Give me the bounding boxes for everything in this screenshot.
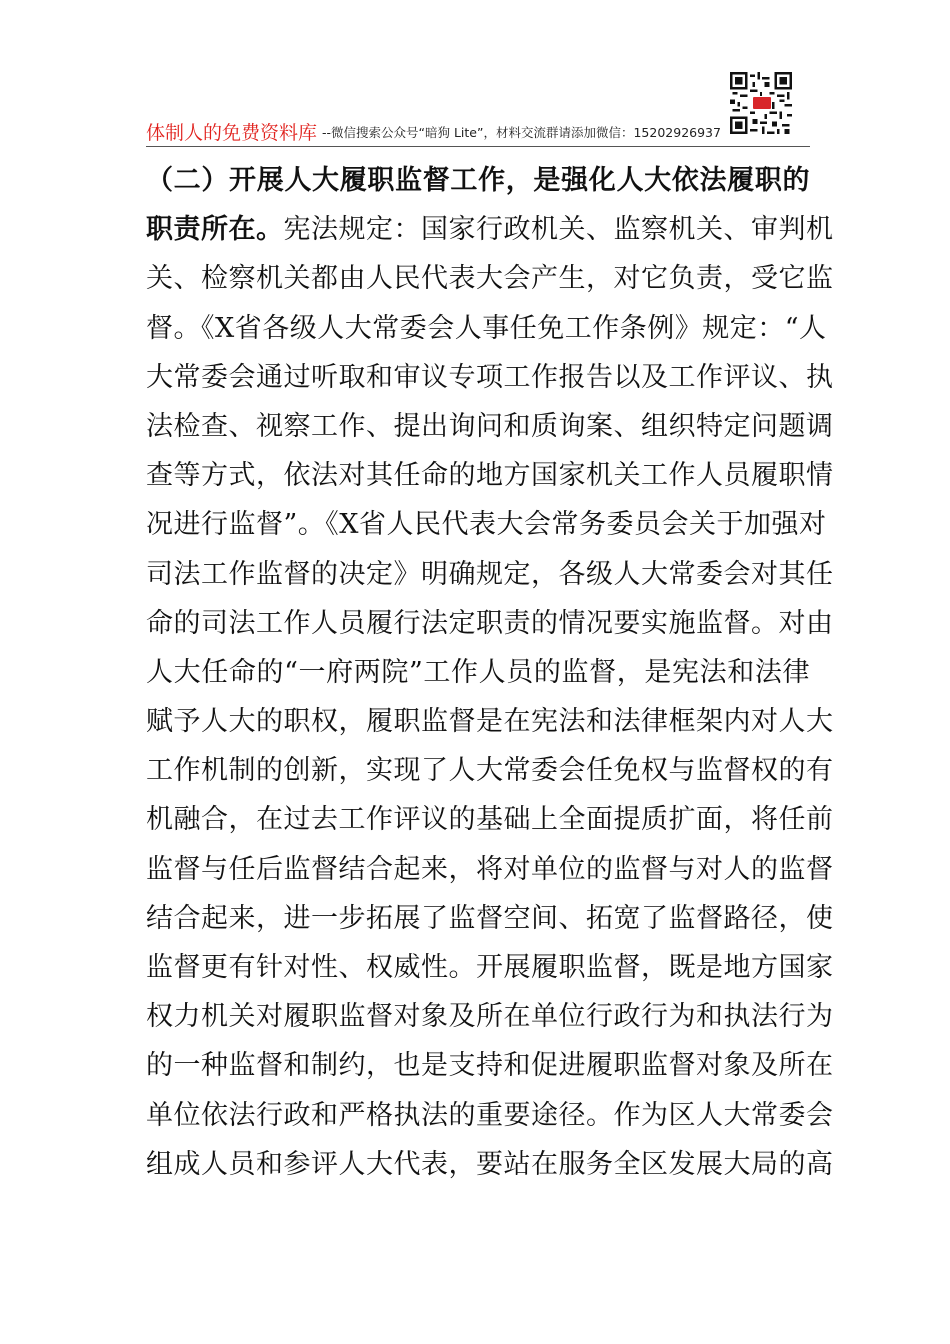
paragraph-line: 的一种监督和制约，也是支持和促进履职监督对象及所在: [146, 1050, 834, 1082]
paragraph-line: 督。《X省各级人大常委会人事任免工作条例》规定：“人: [146, 312, 827, 344]
paragraph-line: 查等方式，依法对其任命的地方国家机关工作人员履职情: [146, 460, 834, 492]
article-body: [146, 156, 834, 1189]
section-heading: （二）开展人大履职监督工作，是强化人大依法履职的: [146, 165, 810, 196]
paragraph-line: 法检查、视察工作、提出询问和质询案、组织特定问题调: [146, 410, 834, 442]
paragraph-line: 赋予人大的职权，履职监督是在宪法和法律框架内对人大: [146, 706, 834, 738]
paragraph-line: 人大任命的“一府两院”工作人员的监督，是宪法和法律: [146, 656, 810, 688]
qr-logo-badge: [752, 96, 772, 110]
paragraph-line: 权力机关对履职监督对象及所在单位行政行为和执法行为: [146, 1001, 834, 1033]
paragraph-line: 命的司法工作人员履行法定职责的情况要实施监督。对由: [146, 607, 834, 639]
header-divider: [146, 146, 810, 147]
paragraph-line: 况进行监督”。《X省人民代表大会常务委员会关于加强对: [146, 509, 827, 541]
page-header: [146, 118, 810, 148]
paragraph-line: 结合起来，进一步拓展了监督空间、拓宽了监督路径，使: [146, 902, 834, 934]
paragraph-line: 组成人员和参评人大代表，要站在服务全区发展大局的高: [146, 1148, 834, 1180]
paragraph-line: [146, 205, 834, 254]
header-subtitle: --微信搜索公众号“暗狗 Lite”，材料交流群请添加微信：15202926937: [322, 125, 721, 140]
heading-continuation: 职责所在。: [146, 214, 284, 246]
paragraph-text: 宪法规定：国家行政机关、监察机关、审判机: [283, 214, 834, 246]
paragraph-line: 大常委会通过听取和审议专项工作报告以及工作评议、执: [146, 361, 834, 393]
paragraph-line: 工作机制的创新，实现了人大常委会任免权与监督权的有: [146, 755, 834, 787]
paragraph-line: 监督更有针对性、权威性。开展履职监督，既是地方国家: [146, 952, 834, 983]
qr-code-icon: [730, 72, 792, 134]
paragraph-line: 监督与任后监督结合起来，将对单位的监督与对人的监督: [146, 853, 834, 885]
brand-title: 体制人的免费资料库: [146, 122, 318, 144]
paragraph-line: 单位依法行政和严格执法的重要途径。作为区人大常委会: [146, 1099, 834, 1131]
paragraph-line: 机融合，在过去工作评议的基础上全面提质扩面，将任前: [146, 804, 834, 836]
paragraph-line: 司法工作监督的决定》明确规定，各级人大常委会对其任: [146, 558, 834, 590]
paragraph-line: 关、检察机关都由人民代表大会产生，对它负责，受它监: [146, 263, 834, 295]
